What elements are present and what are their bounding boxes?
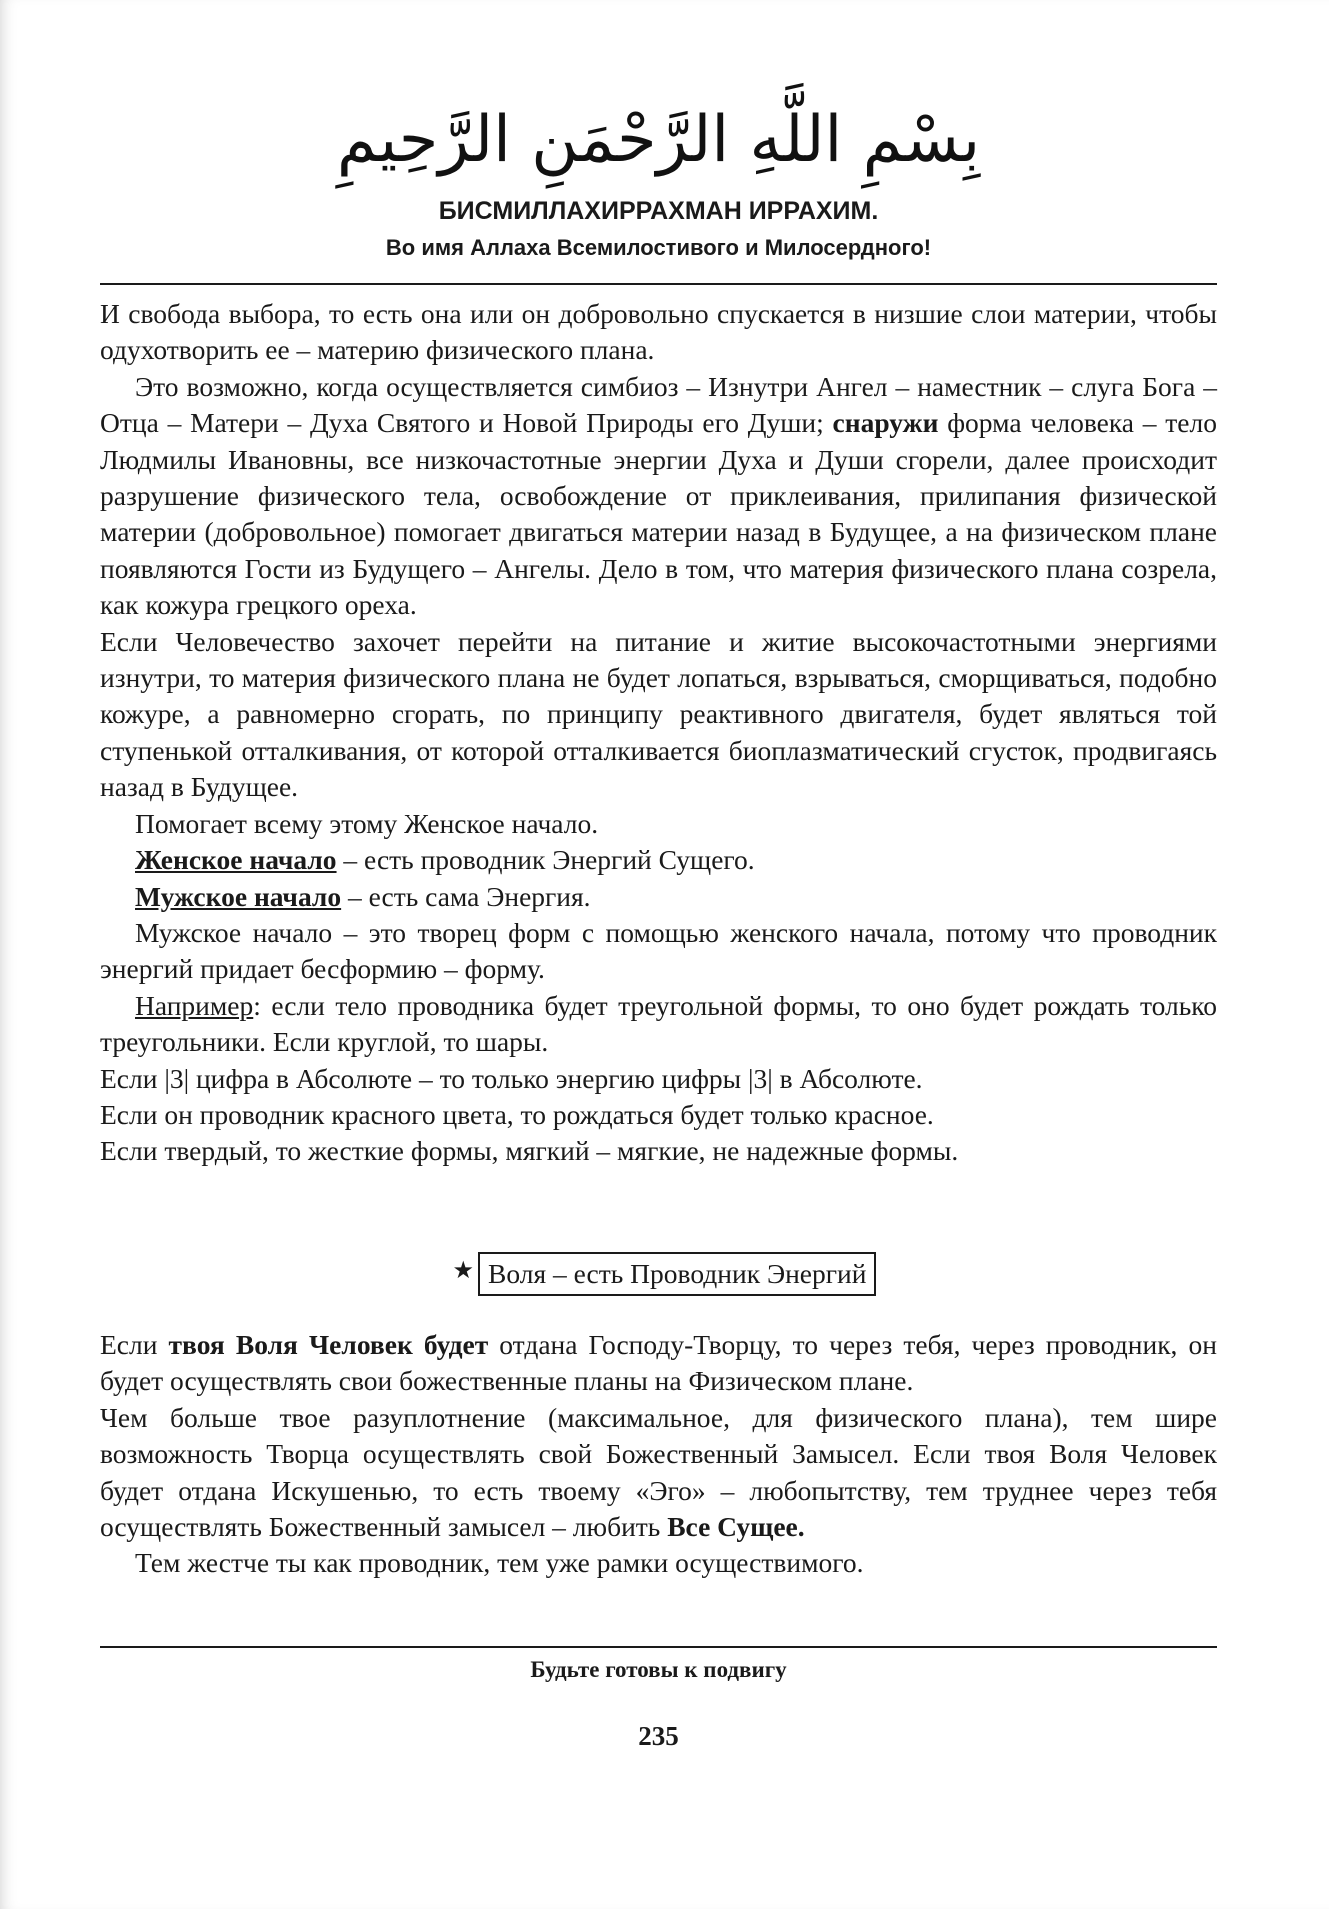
paragraph-5 bbox=[100, 842, 1217, 878]
page-header bbox=[100, 100, 1217, 264]
paragraph-12-end: отдана Господу-Творцу, то через тебя, через проводник, он будет осуществлять свои божественные планы на Физическом плане. bbox=[100, 1329, 1217, 1397]
paragraph-2 bbox=[100, 369, 1217, 624]
text-block-2 bbox=[100, 1327, 1217, 1582]
paragraph-3: Если Человечество захочет перейти на питание и житие высокочастотными энергиями изнутри, то материя физического плана не будет лопаться, взрываться, сморщиваться, подобно кожуре, а равномерно сгорать, по принципу реактивного двигателя, будет являться той ступенькой отталкивания, от которой отталкивается биоплазматический сгусток, продвигаясь назад в Будущее. bbox=[100, 625, 1217, 803]
header-title: БИСМИЛЛАХИРРАХМАН ИРРАХИМ. bbox=[438, 197, 879, 225]
paragraph-2-bold: снаружи bbox=[832, 407, 939, 439]
basmala-calligraphy: بِسْمِ اللَّهِ الرَّحْمَنِ الرَّحِيمِ bbox=[336, 103, 981, 177]
paragraph-8-rest: : если тело проводника будет треугольной формы, то оно будет рождать только треугольники. Если круглой, то шары. bbox=[100, 989, 1217, 1058]
paragraph-1: И свобода выбора, то есть она или он добровольно спускается в низшие слои материи, чтобы одухотворить ее – материю физического плана. bbox=[100, 298, 1217, 366]
footer-divider bbox=[100, 1646, 1217, 1648]
paragraph-8 bbox=[100, 988, 1217, 1061]
paragraph-2-end: форма человека – тело Людмилы Ивановны, все низкочастотные энергии Духа и Души сгорели, далее происходит разрушение физического тела, освобождение от приклеивания, прилипания физической материи (добровольное) помогает двигаться материи назад в Будущее, а на физическом плане появляются Гости из Будущего – Ангелы. Дело в том, что материя физического плана созрела, как кожура грецкого ореха. bbox=[100, 407, 1217, 621]
paragraph-4: Помогает всему этому Женское начало. bbox=[135, 807, 599, 839]
paragraph-12-bold: твоя Воля Человек будет bbox=[168, 1329, 489, 1360]
paragraph-10: Если он проводник красного цвета, то рождаться будет только красное. bbox=[100, 1098, 934, 1130]
paragraph-9: Если |3| цифра в Абсолюте – то только энергию цифры |3| в Абсолюте. bbox=[100, 1062, 923, 1094]
paragraph-7: Мужское начало – это творец форм с помощью женского начала, потому что проводник энергий придает бесформию – форму. bbox=[100, 916, 1217, 985]
page-number: 235 bbox=[638, 1721, 679, 1751]
paragraph-11: Если твердый, то жесткие формы, мягкий – мягкие, не надежные формы. bbox=[100, 1135, 959, 1167]
paragraph-13 bbox=[100, 1400, 1217, 1546]
paragraph-12 bbox=[100, 1327, 1217, 1400]
text-block-1 bbox=[100, 296, 1217, 1170]
paragraph-13-start: Чем больше твое разуплотнение (максимальное, для физического плана), тем шире возможность Творца осуществлять свой Божественный Замысел. Если твоя Воля Человек будет отдана Искушенью, то есть твоему «Эго» – любопытству, тем труднее через тебя осуществлять Божественный замысел – любить bbox=[100, 1401, 1217, 1543]
male-principle-term: Мужское начало bbox=[135, 880, 342, 912]
star-icon: ★ bbox=[452, 1258, 475, 1284]
footer-title: Будьте готовы к подвигу bbox=[530, 1657, 787, 1682]
header-subtitle: Во имя Аллаха Всемилостивого и Милосердного! bbox=[385, 235, 932, 260]
paragraph-12-start: Если bbox=[100, 1329, 169, 1360]
callout-heading bbox=[0, 1252, 1329, 1296]
paragraph-5-rest: – есть проводник Энергий Сущего. bbox=[336, 844, 755, 876]
callout bbox=[453, 1252, 877, 1296]
paragraph-6-rest: – есть сама Энергия. bbox=[341, 880, 591, 912]
example-term: Например bbox=[135, 989, 254, 1021]
paragraph-14: Тем жестче ты как проводник, тем уже рамки осуществимого. bbox=[135, 1547, 864, 1579]
paragraph-13-bold: Все Сущее. bbox=[667, 1511, 805, 1543]
paragraph-2-start: Это возможно, когда осуществляется симбиоз – Изнутри Ангел – наместник – слуга Бога – Отца – Матери – Духа Святого и Новой Природы его Души; bbox=[100, 370, 1217, 439]
callout-box: Воля – есть Проводник Энергий bbox=[478, 1252, 876, 1296]
female-principle-term: Женское начало bbox=[135, 844, 337, 876]
header-divider bbox=[100, 283, 1217, 285]
paragraph-6 bbox=[100, 879, 1217, 915]
